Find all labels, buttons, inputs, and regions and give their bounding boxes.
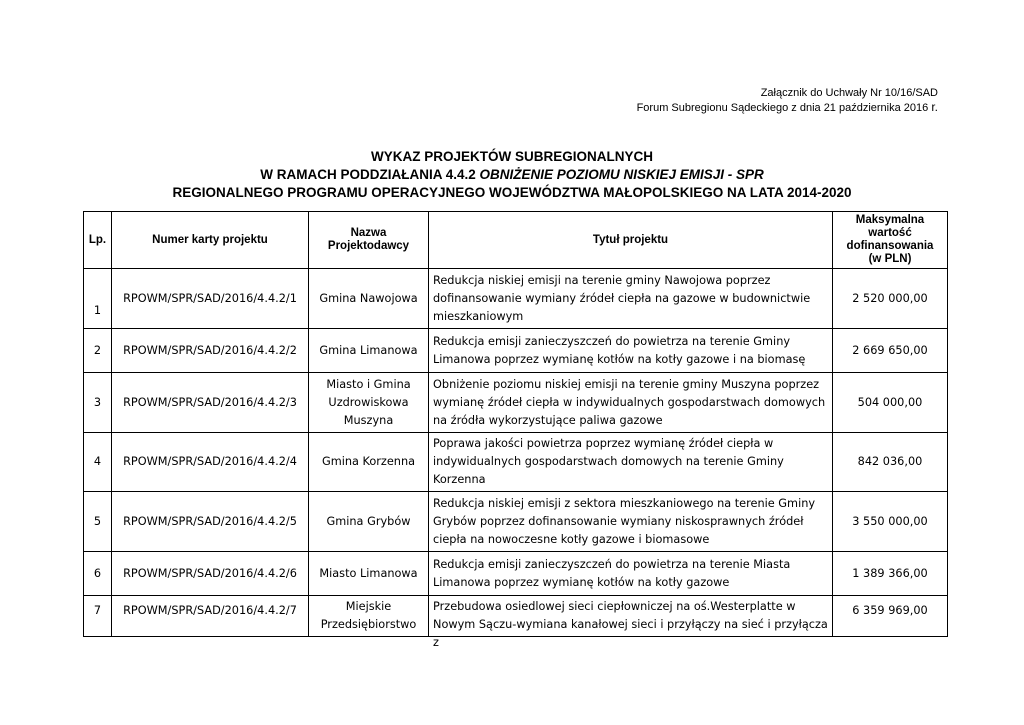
cell-lp: 2 <box>84 329 112 373</box>
title-line: indywidualnych gospodarstwach domowych na terenie Gminy Korzenna <box>433 455 784 486</box>
cell-value: 504 000,00 <box>833 373 948 433</box>
table-row <box>84 269 948 329</box>
cell-applicant <box>309 329 429 373</box>
title-line-2-italic: OBNIŻENIE POZIOMU NISKIEJ EMISJI - SPR <box>479 167 764 182</box>
cell-applicant <box>309 552 429 596</box>
applicant-line: Miasto i Gmina <box>326 377 411 391</box>
cell-applicant <box>309 433 429 492</box>
title-line: Przebudowa osiedlowej sieci ciepłowniczej na oś.Westerplatte w <box>433 600 796 613</box>
title-line-2 <box>0 166 1024 184</box>
applicant-line: Gmina Limanowa <box>319 343 418 357</box>
applicant-line: Miejskie <box>345 600 392 613</box>
applicant-clip <box>313 598 424 634</box>
table-header-row <box>84 212 948 269</box>
cell-value: 842 036,00 <box>833 433 948 492</box>
cell-value: 1 389 366,00 <box>833 552 948 596</box>
value-text: 6 359 969,00 <box>852 604 928 617</box>
cell-applicant <box>309 269 429 329</box>
cell-project-title <box>429 269 833 329</box>
title-line: Nowym Sączu-wymiana kanałowej sieci i przyłączy na sieć i przyłącza z <box>433 618 828 649</box>
table-row <box>84 329 948 373</box>
document-title <box>0 148 1024 202</box>
header-project-title: Tytuł projektu <box>429 212 833 269</box>
cell-applicant <box>309 596 429 637</box>
cell-card-number: RPOWM/SPR/SAD/2016/4.4.2/2 <box>112 329 309 373</box>
cell-lp: 6 <box>84 552 112 596</box>
cell-lp: 5 <box>84 492 112 552</box>
cell-lp <box>84 269 112 329</box>
title-clip <box>433 598 828 649</box>
title-line: na źródła wykorzystujące paliwa gazowe <box>433 413 663 427</box>
title-line: ciepła na nowoczesne kotły gazowe i biomasowe <box>433 532 710 546</box>
cell-project-title <box>429 492 833 552</box>
annex-line-2-main: Forum Subregionu Sądeckiego z dnia 21 października 2016 <box>636 102 932 114</box>
title-line-1: WYKAZ PROJEKTÓW SUBREGIONALNYCH <box>370 149 653 164</box>
applicant-line: Gmina Korzenna <box>321 455 416 468</box>
title-line: dofinansowanie wymiany źródeł ciepła na gazowe w budownictwie <box>433 291 811 305</box>
cell-project-title <box>429 596 833 649</box>
applicant-line: Przedsiębiorstwo <box>320 618 417 631</box>
title-line: Poprawa jakości powietrza poprzez wymianę źródeł ciepła w <box>433 437 774 450</box>
lp-text: 7 <box>93 604 102 617</box>
title-line: Redukcja niskiej emisji z sektora mieszkaniowego na terenie Gminy <box>433 496 816 510</box>
cell-lp: 4 <box>84 433 112 492</box>
header-lp: Lp. <box>84 212 112 269</box>
cell-applicant <box>309 373 429 433</box>
header-max-value <box>833 212 948 269</box>
title-line: Redukcja niskiej emisji na terenie gminy Nawojowa poprzez <box>433 273 771 287</box>
title-line: Redukcja emisji zanieczyszczeń do powietrza na terenie Miasta <box>433 557 791 571</box>
cell-project-title <box>429 433 833 492</box>
cell-value: 3 550 000,00 <box>833 492 948 552</box>
annex-line-2-suffix: r. <box>931 100 938 114</box>
title-line: Grybów poprzez dofinansowanie wymiany niskosprawnych źródeł <box>433 514 804 528</box>
applicant-line: Gmina Grybów <box>326 514 411 528</box>
title-line: mieszkaniowym <box>433 309 524 323</box>
table-row <box>84 492 948 552</box>
cell-project-title <box>429 329 833 373</box>
header-value-line: Maksymalna <box>855 214 925 226</box>
cell-card-number: RPOWM/SPR/SAD/2016/4.4.2/6 <box>112 552 309 596</box>
annex-note <box>637 86 938 115</box>
title-line: Limanowa poprzez wymianę kotłów na kotły gazowe i na biomasę <box>433 352 806 366</box>
cell-card-number: RPOWM/SPR/SAD/2016/4.4.2/1 <box>112 269 309 329</box>
table-row <box>84 552 948 596</box>
cell-applicant <box>309 492 429 552</box>
cell-value: 2 520 000,00 <box>833 269 948 329</box>
applicant-line: Miasto Limanowa <box>319 566 418 580</box>
lp-text: 1 <box>93 304 102 317</box>
header-value-line: (w PLN) <box>868 253 912 265</box>
header-applicant-line: Projektodawcy <box>327 240 410 252</box>
title-line: wymianę źródeł ciepła w indywidualnych gospodarstwach domowych <box>433 395 826 409</box>
title-line: Redukcja emisji zanieczyszczeń do powietrza na terenie Gminy <box>433 334 791 348</box>
cell-card-number: RPOWM/SPR/SAD/2016/4.4.2/3 <box>112 373 309 433</box>
header-value-line: dofinansowania <box>846 240 934 252</box>
cell-project-title <box>429 373 833 433</box>
cell-lp: 3 <box>84 373 112 433</box>
title-line-3: REGIONALNEGO PROGRAMU OPERACYJNEGO WOJEWÓDZTWA MAŁOPOLSKIEGO NA LATA 2014-2020 <box>172 185 852 200</box>
title-line-2-prefix: W RAMACH PODDZIAŁANIA 4.4.2 <box>260 167 480 182</box>
cell-value <box>833 596 948 637</box>
cell-project-title <box>429 552 833 596</box>
header-applicant <box>309 212 429 269</box>
header-value-line: wartość <box>868 227 912 239</box>
projects-table <box>83 211 948 649</box>
table-row <box>84 373 948 433</box>
card-number-text: RPOWM/SPR/SAD/2016/4.4.2/7 <box>123 604 297 617</box>
title-line: Obniżenie poziomu niskiej emisji na terenie gminy Muszyna poprzez <box>433 377 820 391</box>
annex-line-2 <box>637 100 938 115</box>
applicant-line: Uzdrowiskowa <box>328 395 409 409</box>
cell-lp <box>84 596 112 637</box>
title-line: Limanowa poprzez wymianę kotłów na kotły gazowe <box>433 575 730 589</box>
annex-line-1: Załącznik do Uchwały Nr 10/16/SAD <box>760 87 938 99</box>
header-applicant-line: Nazwa <box>350 227 387 239</box>
applicant-line: Muszyna <box>343 413 394 427</box>
cell-card-number: RPOWM/SPR/SAD/2016/4.4.2/5 <box>112 492 309 552</box>
table-row <box>84 433 948 492</box>
applicant-line: Gmina Nawojowa <box>319 291 418 305</box>
header-card-number: Numer karty projektu <box>112 212 309 269</box>
cell-card-number <box>112 596 309 637</box>
table-row <box>84 596 948 637</box>
cell-card-number: RPOWM/SPR/SAD/2016/4.4.2/4 <box>112 433 309 492</box>
cell-value: 2 669 650,00 <box>833 329 948 373</box>
